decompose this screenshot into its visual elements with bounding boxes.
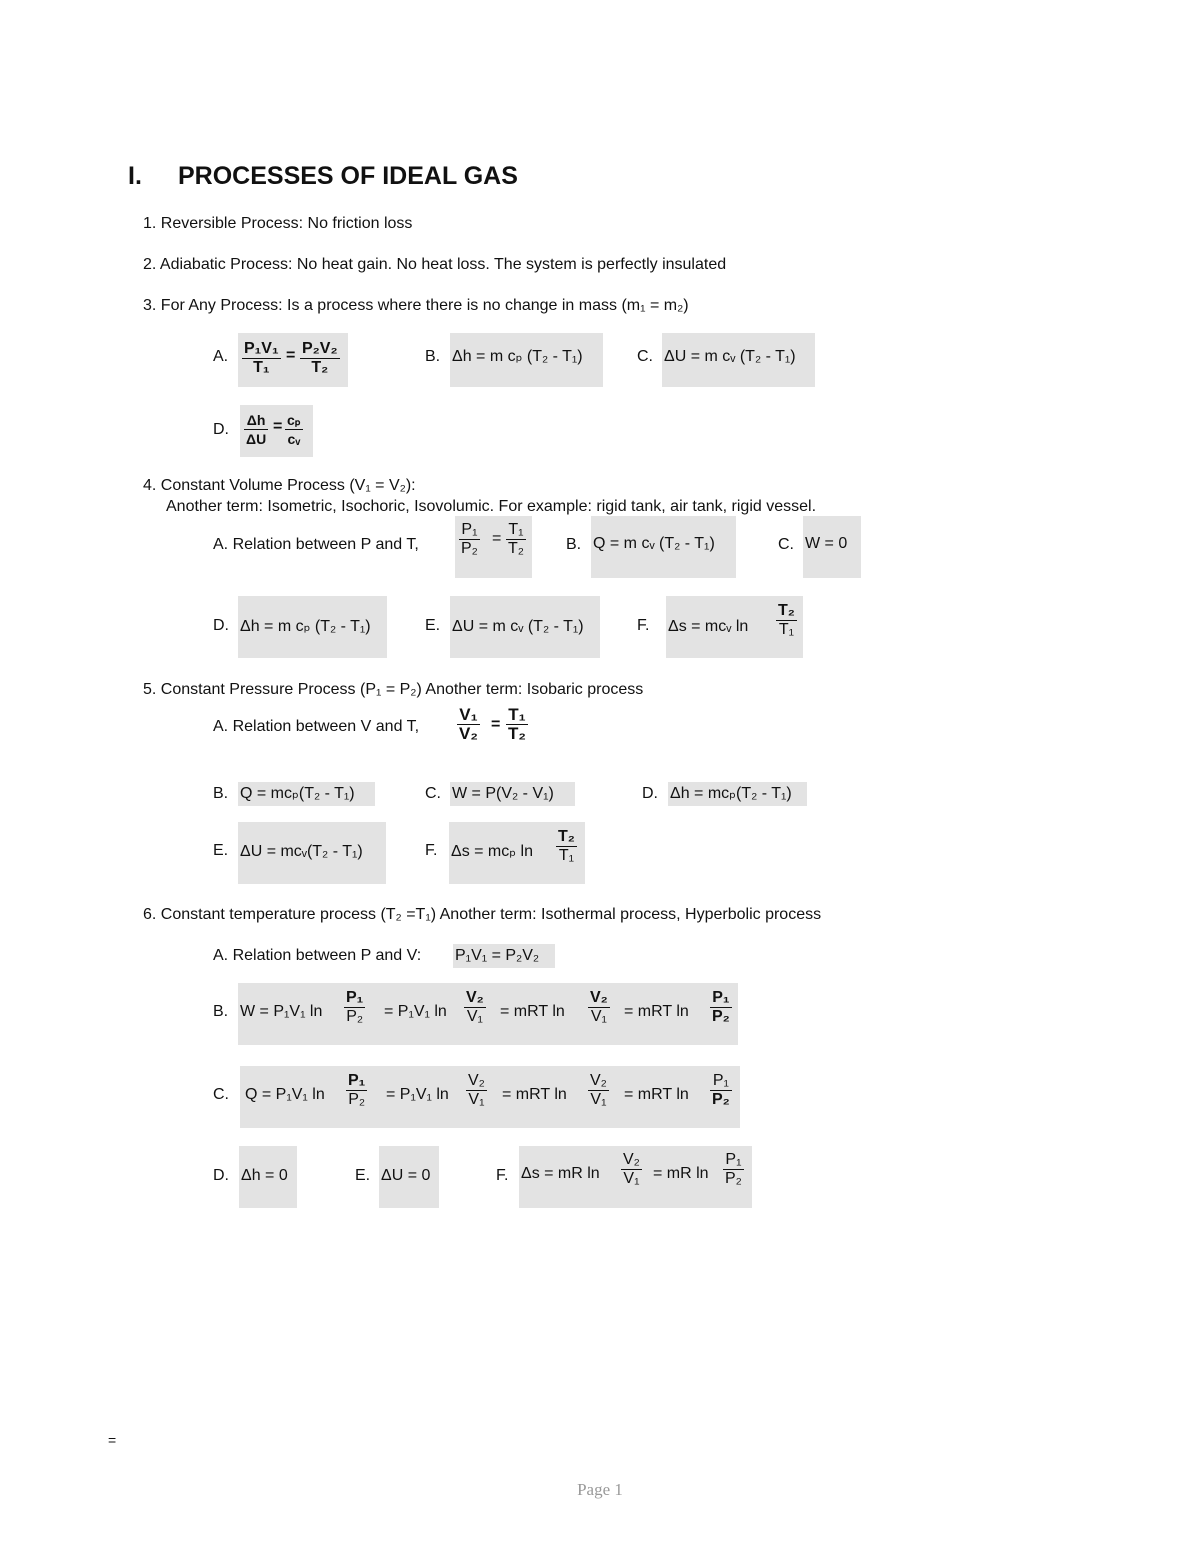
item-constant-volume-terms: Another term: Isometric, Isochoric, Isovolumic. For example: rigid tank, air tank, rigid vessel. [166,498,817,515]
fraction-cp-cv: $\frac{\text{cₚ}}{\text{cᵥ}}$ [287,412,301,447]
fraction-p1-p2: $\frac{\text{P₁}}{\text{P₂}}$ [461,521,478,557]
label-4c: C. [778,536,794,553]
formula-6d-box [239,1146,297,1208]
item-constant-pressure: 5. Constant Pressure Process (P₁ = P₂) Another term: Isobaric process [143,681,644,698]
formula-5c: W = P(V₂ - V₁) [452,785,554,802]
formula-5a [455,702,532,760]
label-4f: F. [637,617,650,634]
fraction-v2-v1: $\frac{\text{V₂}}{\text{V₁}}$ [466,989,484,1025]
fraction-v2-v1: $\frac{\text{V₂}}{\text{V₁}}$ [590,1072,607,1108]
formula-3d [240,405,313,457]
fraction-p1v1-t1: $\frac{\text{P₁V₁}}{\text{T₁}}$ [244,340,279,376]
formula-4b: Q = m cᵥ (T₂ - T₁) [593,535,715,552]
formula-4e: ΔU = m cᵥ (T₂ - T₁) [452,618,584,635]
label-6e: E. [355,1167,371,1184]
formula-4f [666,596,803,658]
formula-3c: ΔU = m cᵥ (T₂ - T₁) [664,348,796,365]
item-any-process: 3. For Any Process: Is a process where there is no change in mass (m₁ = m₂) [143,297,689,314]
fraction-p2v2-t2: $\frac{\text{P₂V₂}}{\text{T₂}}$ [302,340,338,376]
equals-sign: = [491,716,501,733]
fraction-v2-v1: $\frac{\text{V₂}}{\text{V₁}}$ [590,989,608,1025]
formula-6f-mid: = mR ln [653,1165,709,1182]
equals-sign: = [286,347,296,364]
formula-4e-box [450,596,600,658]
label-6b: B. [213,1003,229,1020]
fraction-v1-v2: $\frac{\text{V₁}}{\text{V₂}}$ [459,705,478,743]
formula-3b: Δh = m cₚ (T₂ - T₁) [452,348,583,365]
label-5f: F. [425,842,438,859]
item-constant-temperature: 6. Constant temperature process (T₂ =T₁) Another term: Isothermal process, Hyperbolic process [143,906,822,923]
fraction-t2-t1: $\frac{\text{T₂}}{\text{T₁}}$ [778,602,795,638]
fraction-t1-t2: $\frac{\text{T₁}}{\text{T₂}}$ [508,521,524,557]
page-number: Page 1 [577,1480,623,1499]
fraction-v2-v1: $\frac{\text{V₂}}{\text{V₁}}$ [623,1151,640,1187]
label-3d: D. [213,421,229,438]
formula-3a [238,333,348,387]
formula-6b [238,983,738,1045]
label-4d: D. [213,617,229,634]
formula-6a-box [453,944,555,968]
formula-5e-box [238,822,386,884]
formula-5f [449,822,585,884]
formula-5b: Q = mcₚ(T₂ - T₁) [240,785,355,802]
formula-6b-term2: = mRT ln [500,1003,565,1020]
formula-6c-prefix: Q = P₁V₁ ln [245,1086,325,1103]
formula-5c-box [450,782,575,806]
formula-6c [240,1066,740,1128]
label-5e: E. [213,842,229,859]
fraction-p1-p2: $\frac{\text{P₁}}{\text{P₂}}$ [346,989,364,1025]
item-reversible: 1. Reversible Process: No friction loss [143,215,413,232]
formula-4f-prefix: Δs = mcᵥ ln [668,618,749,635]
formula-5f-prefix: Δs = mcₚ ln [451,843,533,860]
formula-6c-term1: = P₁V₁ ln [386,1086,449,1103]
formula-6c-term2: = mRT ln [502,1086,567,1103]
item-constant-volume: 4. Constant Volume Process (V₁ = V₂): [143,477,416,494]
formula-5b-box [238,782,375,806]
label-5c: C. [425,785,441,802]
equals-sign: = [492,530,502,547]
fraction-t2-t1: $\frac{\text{T₂}}{\text{T₁}}$ [558,828,575,864]
formula-5d-box [668,782,807,806]
stray-equals-mark: = [108,1432,117,1448]
label-5d: D. [642,785,658,802]
label-3a: A. [213,348,229,365]
formula-4c: W = 0 [805,535,848,552]
label-3c: C. [637,348,653,365]
formula-4c-box [803,516,861,578]
formula-3c-box [662,333,815,387]
item-adiabatic: 2. Adiabatic Process: No heat gain. No heat loss. The system is perfectly insulated [143,256,727,273]
label-5a: A. Relation between V and T, [213,718,420,735]
label-4e: E. [425,617,441,634]
label-4b: B. [566,536,582,553]
label-3b: B. [425,348,441,365]
section-title [128,162,518,191]
label-6d: D. [213,1167,229,1184]
formula-6a: P₁V₁ = P₂V₂ [455,947,540,964]
section-number: I. [128,162,142,190]
fraction-p1-p2: $\frac{\text{P₁}}{\text{P₂}}$ [725,1151,742,1187]
formula-6e: ΔU = 0 [381,1167,431,1184]
formula-4b-box [591,516,736,578]
formula-3b-box [450,333,603,387]
formula-6b-prefix: W = P₁V₁ ln [240,1003,323,1020]
fraction-t1-t2: $\frac{\text{T₁}}{\text{T₂}}$ [508,705,526,743]
formula-6d: Δh = 0 [241,1167,288,1184]
formula-4d: Δh = m cₚ (T₂ - T₁) [240,618,371,635]
label-5b: B. [213,785,229,802]
fraction-dh-du: $\frac{\Delta h}{\Delta U}$ [246,412,267,447]
label-6c: C. [213,1086,229,1103]
fraction-v2-v1: $\frac{\text{V₂}}{\text{V₁}}$ [468,1072,485,1108]
fraction-p1-p2: $\frac{\text{P₁}}{\text{P₂}}$ [348,1072,366,1108]
formula-5d: Δh = mcₚ(T₂ - T₁) [670,785,792,802]
section-heading: PROCESSES OF IDEAL GAS [178,162,518,190]
label-6f: F. [496,1167,509,1184]
formula-6e-box [379,1146,439,1208]
formula-5e: ΔU = mcᵥ(T₂ - T₁) [240,843,363,860]
fraction-p1-p2: $\frac{\text{P₁}}{\text{P₂}}$ [712,989,730,1025]
formula-4a [455,516,532,578]
formula-6b-term3: = mRT ln [624,1003,689,1020]
formula-6f [519,1146,752,1208]
formula-6b-term1: = P₁V₁ ln [384,1003,447,1020]
formula-6f-prefix: Δs = mR ln [521,1165,600,1182]
equals-sign: = [273,418,283,435]
formula-6c-term3: = mRT ln [624,1086,689,1103]
fraction-p1-p2: $\frac{\text{P₁}}{\text{P₂}}$ [712,1072,730,1108]
label-6a: A. Relation between P and V: [213,947,422,964]
formula-4d-box [238,596,387,658]
label-4a: A. Relation between P and T, [213,536,419,553]
